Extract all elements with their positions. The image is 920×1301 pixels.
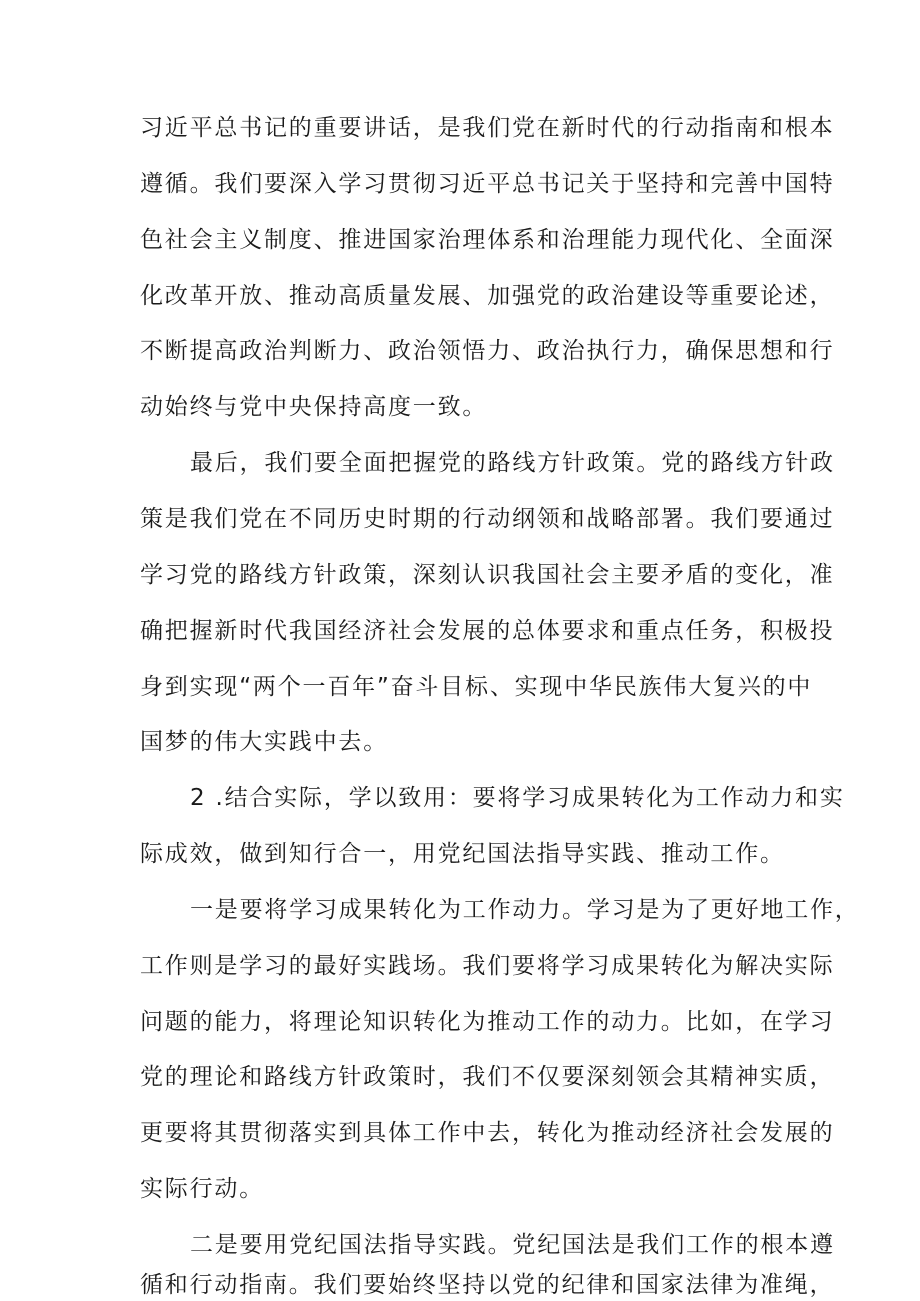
text-line: 工作则是学习的最好实践场。我们要将学习成果转化为解决实际 <box>140 953 835 979</box>
text-line: 最后，我们要全面把握党的路线方针政策。党的路线方针政 <box>190 450 835 476</box>
text-line: 遵循。我们要深入学习贯彻习近平总书记关于坚持和完善中国特 <box>140 171 835 197</box>
text-line: 党的理论和路线方针政策时，我们不仅要深刻领会其精神实质， <box>140 1064 835 1090</box>
text-line: 动始终与党中央保持高度一致。 <box>140 394 488 420</box>
text-line: 循和行动指南。我们要始终坚持以党的纪律和国家法律为准绳， <box>140 1272 835 1298</box>
text-line: 2 .结合实际，学以致用：要将学习成果转化为工作动力和实 <box>190 785 845 811</box>
text-line: 更要将其贯彻落实到具体工作中去，转化为推动经济社会发展的 <box>140 1120 835 1146</box>
text-line: 国梦的伟大实践中去。 <box>140 729 388 755</box>
text-line: 一是要将学习成果转化为工作动力。学习是为了更好地工作， <box>190 897 860 923</box>
text-line: 身到实现“两个一百年”奋斗目标、实现中华民族伟大复兴的中 <box>140 674 813 700</box>
text-line: 策是我们党在不同历史时期的行动纲领和战略部署。我们要通过 <box>140 506 835 532</box>
text-line: 实际行动。 <box>140 1176 264 1202</box>
text-line: 化改革开放、推动高质量发展、加强党的政治建设等重要论述， <box>140 283 835 309</box>
text-line: 学习党的路线方针政策，深刻认识我国社会主要矛盾的变化，准 <box>140 562 835 588</box>
text-line: 确把握新时代我国经济社会发展的总体要求和重点任务，积极投 <box>140 618 835 644</box>
text-line: 色社会主义制度、推进国家治理体系和治理能力现代化、全面深 <box>140 227 835 253</box>
text-line: 不断提高政治判断力、政治领悟力、政治执行力，确保思想和行 <box>140 338 835 364</box>
text-line: 习近平总书记的重要讲话，是我们党在新时代的行动指南和根本 <box>140 115 835 141</box>
text-line: 问题的能力，将理论知识转化为推动工作的动力。比如，在学习 <box>140 1009 835 1035</box>
text-line: 二是要用党纪国法指导实践。党纪国法是我们工作的根本遵 <box>190 1232 835 1258</box>
text-line: 际成效，做到知行合一，用党纪国法指导实践、推动工作。 <box>140 841 785 867</box>
